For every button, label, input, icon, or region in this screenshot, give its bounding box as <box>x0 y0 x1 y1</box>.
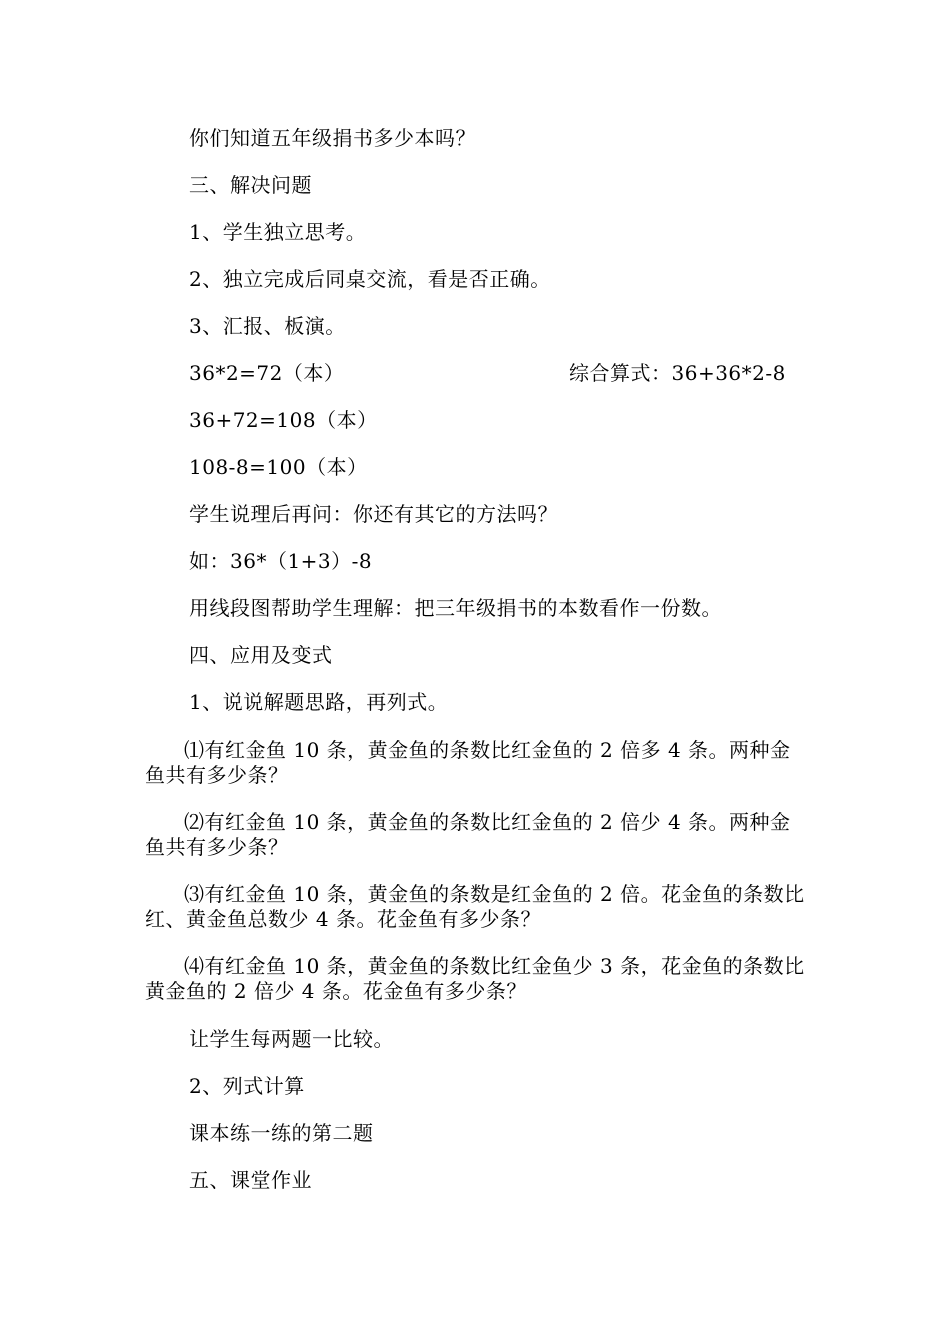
section-heading: 五、课堂作业 <box>189 1168 312 1192</box>
problem-paragraph: ⑵有红金鱼 10 条，黄金鱼的条数比红金鱼的 2 倍少 4 条。两种金鱼共有多少条？ <box>145 810 791 859</box>
text-line: 2、列式计算 <box>189 1074 305 1098</box>
equation-line: 36*2=72（本） <box>189 361 345 385</box>
section-heading: 四、应用及变式 <box>189 643 333 667</box>
text-line: 让学生每两题一比较。 <box>189 1027 394 1051</box>
equation-line: 108-8=100（本） <box>189 455 368 479</box>
equation-line: 如：36*（1+3）-8 <box>189 549 373 573</box>
text-line: 学生说理后再问：你还有其它的方法吗？ <box>189 502 558 526</box>
combined-formula: 综合算式：36+36*2-8 <box>569 361 786 385</box>
problem-paragraph: ⑴有红金鱼 10 条，黄金鱼的条数比红金鱼的 2 倍多 4 条。两种金鱼共有多少条？ <box>145 738 791 787</box>
text-line: 课本练一练的第二题 <box>189 1121 374 1145</box>
problem-paragraph: ⑶有红金鱼 10 条，黄金鱼的条数是红金鱼的 2 倍。花金鱼的条数比红、黄金鱼总数少 4 条。花金鱼有多少条？ <box>145 882 805 931</box>
text-line: 3、汇报、板演。 <box>189 314 346 338</box>
text-line: 1、说说解题思路，再列式。 <box>189 690 449 714</box>
problem-paragraph: ⑷有红金鱼 10 条，黄金鱼的条数比红金鱼少 3 条，花金鱼的条数比黄金鱼的 2 倍少 4 条。花金鱼有多少条？ <box>145 954 805 1003</box>
text-line: 1、学生独立思考。 <box>189 220 367 244</box>
text-line: 2、独立完成后同桌交流，看是否正确。 <box>189 267 551 291</box>
text-line: 用线段图帮助学生理解：把三年级捐书的本数看作一份数。 <box>189 596 722 620</box>
section-heading: 三、解决问题 <box>189 173 312 197</box>
equation-line: 36+72=108（本） <box>189 408 378 432</box>
text-line: 你们知道五年级捐书多少本吗？ <box>189 126 476 150</box>
